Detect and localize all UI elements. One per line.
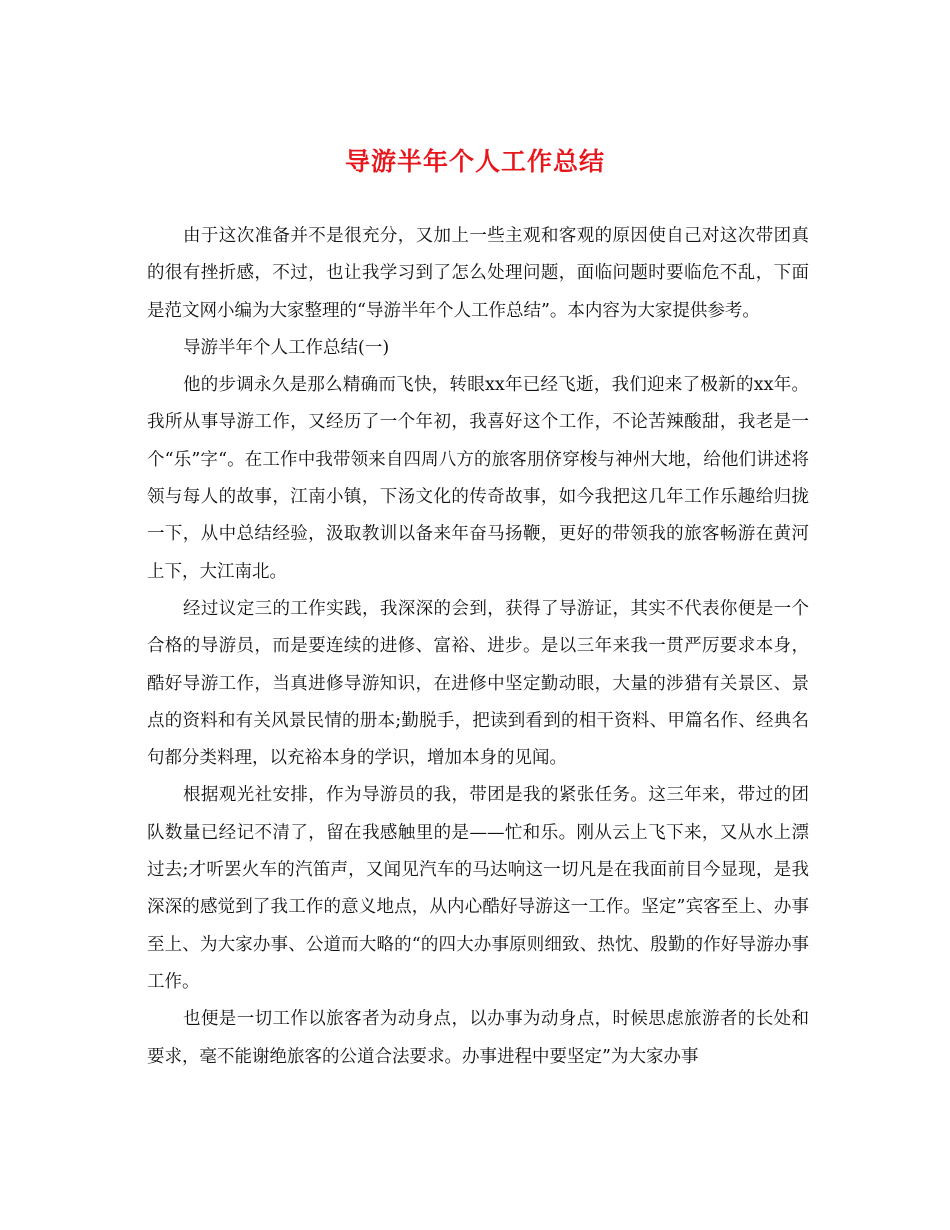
document-title: 导游半年个人工作总结 xyxy=(344,147,605,176)
paragraph: 也便是一切工作以旅客者为动身点，以办事为动身点，时候思虑旅游者的长处和要求，毫不能谢绝旅客的公道合法要求。办事进程中要坚定”为大家办事 xyxy=(147,1009,809,1067)
document-body xyxy=(147,218,809,1076)
paragraph-intro: 由于这次准备并不是很充分，又加上一些主观和客观的原因使自己对这次带团真的很有挫折感，不过，也让我学习到了怎么处理问题，面临问题时要临危不乱，下面是范文网小编为大家整理的“导游半年个人工作总结”。本内容为大家提供参考。 xyxy=(147,226,809,321)
paragraph: 根据观光社安排，作为导游员的我，带团是我的紧张任务。这三年来，带过的团队数量已经记不清了，留在我感触里的是——忙和乐。刚从云上飞下来，又从水上漂过去;才听罢火车的汽笛声，又闻见汽车的马达响这一切凡是在我面前目今显现，是我深深的感觉到了我工作的意义地点，从内心酷好导游这一工作。坚定”宾客至上、办事至上、为大家办事、公道而大略的“的四大办事原则细致、热忱、殷勤的作好导游办事工作。 xyxy=(147,785,809,992)
paragraph: 经过议定三的工作实践，我深深的会到，获得了导游证，其实不代表你便是一个合格的导游员，而是要连续的进修、富裕、进步。是以三年来我一贯严厉要求本身，酷好导游工作，当真进修导游知识，在进修中坚定勤动眼，大量的涉猎有关景区、景点的资料和有关风景民情的册本;勤脱手，把读到看到的相干资料、甲篇名作、经典名句都分类料理，以充裕本身的学识，增加本身的见闻。 xyxy=(147,598,809,769)
paragraph: 他的步调永久是那么精确而飞快，转眼xx年已经飞逝，我们迎来了极新的xx年。我所从事导游工作，又经历了一个年初，我喜好这个工作，不论苦辣酸甜，我老是一个“乐”字“。在工作中我带领来自四周八方的旅客朋侪穿梭与神州大地，给他们讲述将领与每人的故事，江南小镇，下汤文化的传奇故事，如今我把这几年工作乐趣给归拢一下，从中总结经验，汲取教训以备来年奋马扬鞭，更好的带领我的旅客畅游在黄河上下，大江南北。 xyxy=(147,375,809,582)
section-heading: 导游半年个人工作总结(一) xyxy=(183,337,390,358)
